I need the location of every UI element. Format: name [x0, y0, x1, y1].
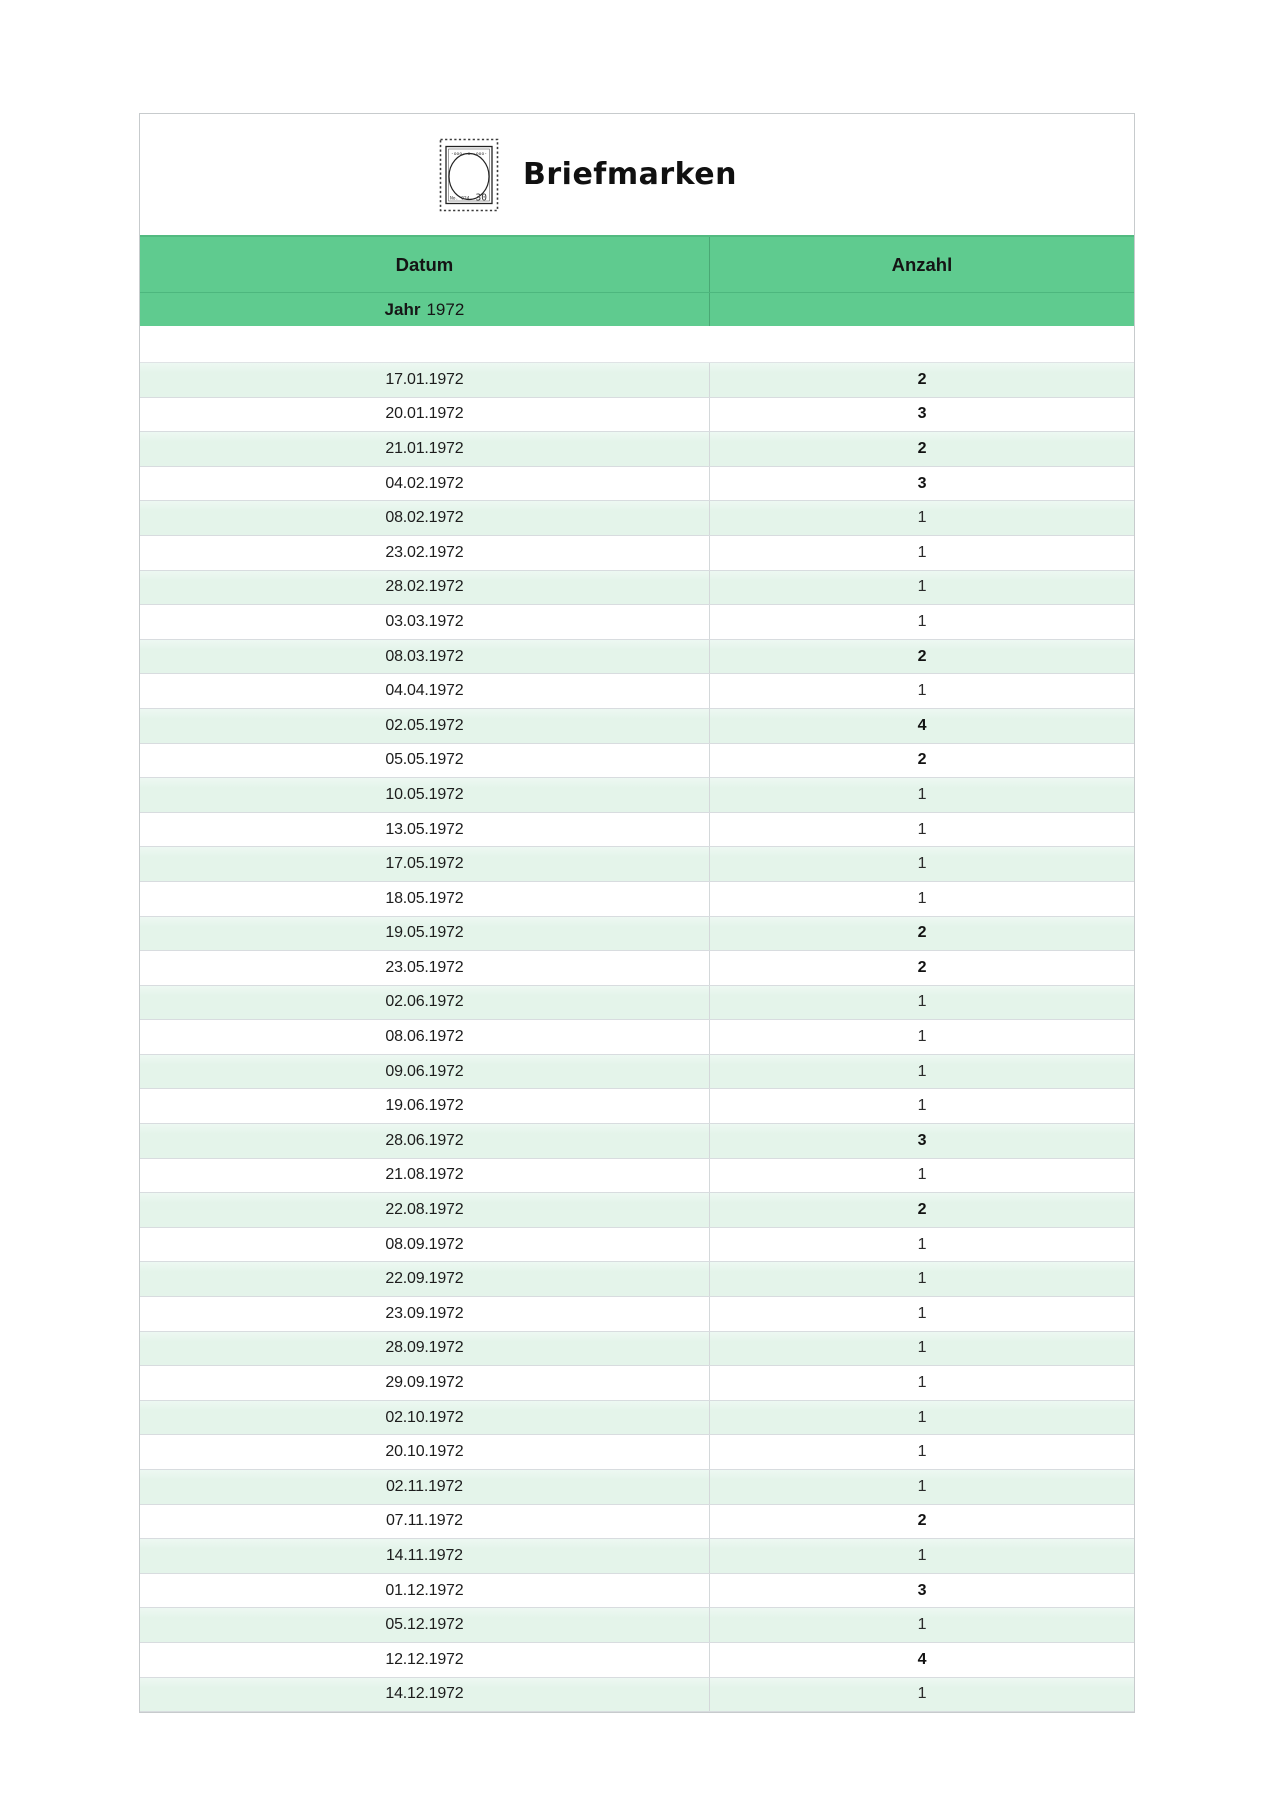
count-value: 1 — [917, 543, 927, 561]
count-cell — [710, 1228, 1134, 1262]
page-title: Briefmarken — [523, 157, 737, 192]
year-group-empty-cell — [710, 293, 1134, 326]
count-value: 1 — [917, 1166, 927, 1184]
count-cell — [710, 1055, 1134, 1089]
date-cell: 23.02.1972 — [140, 536, 710, 570]
count-cell — [710, 1193, 1134, 1227]
date-cell: 07.11.1972 — [140, 1505, 710, 1539]
stamp-icon — [439, 138, 499, 212]
count-cell — [710, 571, 1134, 605]
table-row — [140, 1435, 1134, 1470]
table-row — [140, 778, 1134, 813]
count-cell — [710, 951, 1134, 985]
date-cell: 04.04.1972 — [140, 674, 710, 708]
date-cell: 23.09.1972 — [140, 1297, 710, 1331]
column-header-anzahl: Anzahl — [891, 253, 953, 275]
count-cell — [710, 986, 1134, 1020]
year-group-cell — [140, 293, 710, 326]
table-row — [140, 501, 1134, 536]
count-value: 2 — [917, 958, 927, 976]
count-value: 1 — [917, 1408, 927, 1426]
count-value: 2 — [917, 647, 927, 665]
count-value: 1 — [917, 509, 927, 527]
count-value: 1 — [917, 889, 927, 907]
count-value: 3 — [917, 1581, 927, 1599]
table-row — [140, 1470, 1134, 1505]
count-value: 1 — [917, 1443, 927, 1461]
table-row — [140, 398, 1134, 433]
date-cell: 02.05.1972 — [140, 709, 710, 743]
table-row — [140, 1678, 1134, 1713]
count-value: 4 — [917, 716, 927, 734]
date-cell: 09.06.1972 — [140, 1055, 710, 1089]
date-cell: 14.12.1972 — [140, 1678, 710, 1712]
column-header-datum: Datum — [140, 237, 710, 292]
count-cell — [710, 536, 1134, 570]
table-row — [140, 744, 1134, 779]
table-row — [140, 986, 1134, 1021]
count-value: 1 — [917, 1339, 927, 1357]
count-value: 1 — [917, 855, 927, 873]
count-value: 1 — [917, 682, 927, 700]
count-cell — [710, 1297, 1134, 1331]
count-value: 1 — [917, 578, 927, 596]
count-cell — [710, 1366, 1134, 1400]
count-cell — [710, 1539, 1134, 1573]
table-row — [140, 1055, 1134, 1090]
count-cell — [710, 398, 1134, 432]
table-row — [140, 1262, 1134, 1297]
table-row — [140, 1401, 1134, 1436]
table-row — [140, 363, 1134, 398]
count-cell — [710, 432, 1134, 466]
count-cell — [710, 813, 1134, 847]
date-cell: 08.09.1972 — [140, 1228, 710, 1262]
date-cell: 21.08.1972 — [140, 1159, 710, 1193]
count-value: 1 — [917, 1097, 927, 1115]
count-cell — [710, 778, 1134, 812]
report-header — [140, 114, 1134, 235]
count-cell — [710, 847, 1134, 881]
count-cell — [710, 1608, 1134, 1642]
table-body — [140, 363, 1134, 1712]
date-cell: 14.11.1972 — [140, 1539, 710, 1573]
table-row — [140, 847, 1134, 882]
date-cell: 19.06.1972 — [140, 1089, 710, 1123]
table-row — [140, 1297, 1134, 1332]
date-cell: 29.09.1972 — [140, 1366, 710, 1400]
date-cell: 02.11.1972 — [140, 1470, 710, 1504]
table-row — [140, 882, 1134, 917]
count-value: 1 — [917, 1616, 927, 1634]
table-row — [140, 813, 1134, 848]
count-value: 1 — [917, 1477, 927, 1495]
table-row — [140, 1159, 1134, 1194]
count-cell — [710, 882, 1134, 916]
count-value: 1 — [917, 820, 927, 838]
table-row — [140, 1089, 1134, 1124]
count-cell — [710, 1332, 1134, 1366]
stamp-denomination: 30 — [475, 192, 487, 203]
table-row — [140, 709, 1134, 744]
date-cell: 23.05.1972 — [140, 951, 710, 985]
date-cell: 17.01.1972 — [140, 363, 710, 397]
count-cell — [710, 1505, 1134, 1539]
table-row — [140, 1332, 1134, 1367]
count-cell — [710, 605, 1134, 639]
date-cell: 12.12.1972 — [140, 1643, 710, 1677]
date-cell: 19.05.1972 — [140, 917, 710, 951]
date-cell: 28.02.1972 — [140, 571, 710, 605]
table-row — [140, 640, 1134, 675]
count-value: 3 — [917, 1131, 927, 1149]
date-cell: 13.05.1972 — [140, 813, 710, 847]
table-row — [140, 951, 1134, 986]
date-cell: 20.10.1972 — [140, 1435, 710, 1469]
count-value: 1 — [917, 1304, 927, 1322]
count-value: 1 — [917, 1235, 927, 1253]
count-cell — [710, 640, 1134, 674]
table-row — [140, 1608, 1134, 1643]
briefmarken-report-card — [139, 113, 1135, 1713]
count-value: 2 — [917, 924, 927, 942]
count-value: 4 — [917, 1650, 927, 1668]
stamp-top-ornament: -ooo- o -ooo- — [451, 151, 487, 157]
table-row — [140, 432, 1134, 467]
date-cell: 01.12.1972 — [140, 1574, 710, 1608]
count-cell — [710, 1643, 1134, 1677]
stamp-serial: No. 024 — [450, 196, 470, 201]
date-cell: 18.05.1972 — [140, 882, 710, 916]
count-value: 1 — [917, 612, 927, 630]
count-cell — [710, 1020, 1134, 1054]
count-cell — [710, 363, 1134, 397]
count-cell — [710, 1678, 1134, 1712]
date-cell: 03.03.1972 — [140, 605, 710, 639]
date-cell: 08.06.1972 — [140, 1020, 710, 1054]
count-cell — [710, 1470, 1134, 1504]
count-value: 2 — [917, 370, 927, 388]
count-value: 1 — [917, 1374, 927, 1392]
count-cell — [710, 501, 1134, 535]
table-row — [140, 917, 1134, 952]
count-value: 1 — [917, 1546, 927, 1564]
count-cell — [710, 917, 1134, 951]
table-row — [140, 1505, 1134, 1540]
table-row — [140, 674, 1134, 709]
table-row — [140, 1193, 1134, 1228]
table-row — [140, 605, 1134, 640]
count-value: 2 — [917, 439, 927, 457]
table-row — [140, 1366, 1134, 1401]
count-value: 2 — [917, 1201, 927, 1219]
count-cell — [710, 1124, 1134, 1158]
date-cell: 05.12.1972 — [140, 1608, 710, 1642]
table-row — [140, 571, 1134, 606]
date-cell: 04.02.1972 — [140, 467, 710, 501]
table-row — [140, 536, 1134, 571]
count-cell — [710, 1435, 1134, 1469]
count-value: 3 — [917, 474, 927, 492]
count-cell — [710, 467, 1134, 501]
count-cell — [710, 1159, 1134, 1193]
count-value: 3 — [917, 405, 927, 423]
table-header-row — [140, 235, 1134, 292]
count-value: 2 — [917, 751, 927, 769]
count-value: 1 — [917, 1685, 927, 1703]
date-cell: 21.01.1972 — [140, 432, 710, 466]
date-cell: 28.09.1972 — [140, 1332, 710, 1366]
count-cell — [710, 674, 1134, 708]
count-value: 1 — [917, 1062, 927, 1080]
date-cell: 10.05.1972 — [140, 778, 710, 812]
table-row — [140, 1124, 1134, 1159]
year-group-row — [140, 292, 1134, 326]
date-cell: 17.05.1972 — [140, 847, 710, 881]
table-row — [140, 1228, 1134, 1263]
date-cell: 08.03.1972 — [140, 640, 710, 674]
table-row — [140, 1020, 1134, 1055]
date-cell: 20.01.1972 — [140, 398, 710, 432]
title-group — [439, 138, 737, 212]
count-value: 2 — [917, 1512, 927, 1530]
count-cell — [710, 1262, 1134, 1296]
date-cell: 05.05.1972 — [140, 744, 710, 778]
count-cell — [710, 744, 1134, 778]
table-row — [140, 1574, 1134, 1609]
date-cell: 08.02.1972 — [140, 501, 710, 535]
count-cell — [710, 709, 1134, 743]
count-cell — [710, 1574, 1134, 1608]
date-cell: 02.10.1972 — [140, 1401, 710, 1435]
count-value: 1 — [917, 993, 927, 1011]
count-cell — [710, 1089, 1134, 1123]
count-value: 1 — [917, 785, 927, 803]
count-value: 1 — [917, 1028, 927, 1046]
year-value: 1972 — [426, 299, 465, 319]
table-row — [140, 467, 1134, 502]
count-value: 1 — [917, 1270, 927, 1288]
spacer-row — [140, 326, 1134, 363]
count-cell — [710, 1401, 1134, 1435]
date-cell: 22.08.1972 — [140, 1193, 710, 1227]
table-row — [140, 1643, 1134, 1678]
date-cell: 02.06.1972 — [140, 986, 710, 1020]
year-label: Jahr — [384, 299, 421, 319]
date-cell: 22.09.1972 — [140, 1262, 710, 1296]
date-cell: 28.06.1972 — [140, 1124, 710, 1158]
table-row — [140, 1539, 1134, 1574]
